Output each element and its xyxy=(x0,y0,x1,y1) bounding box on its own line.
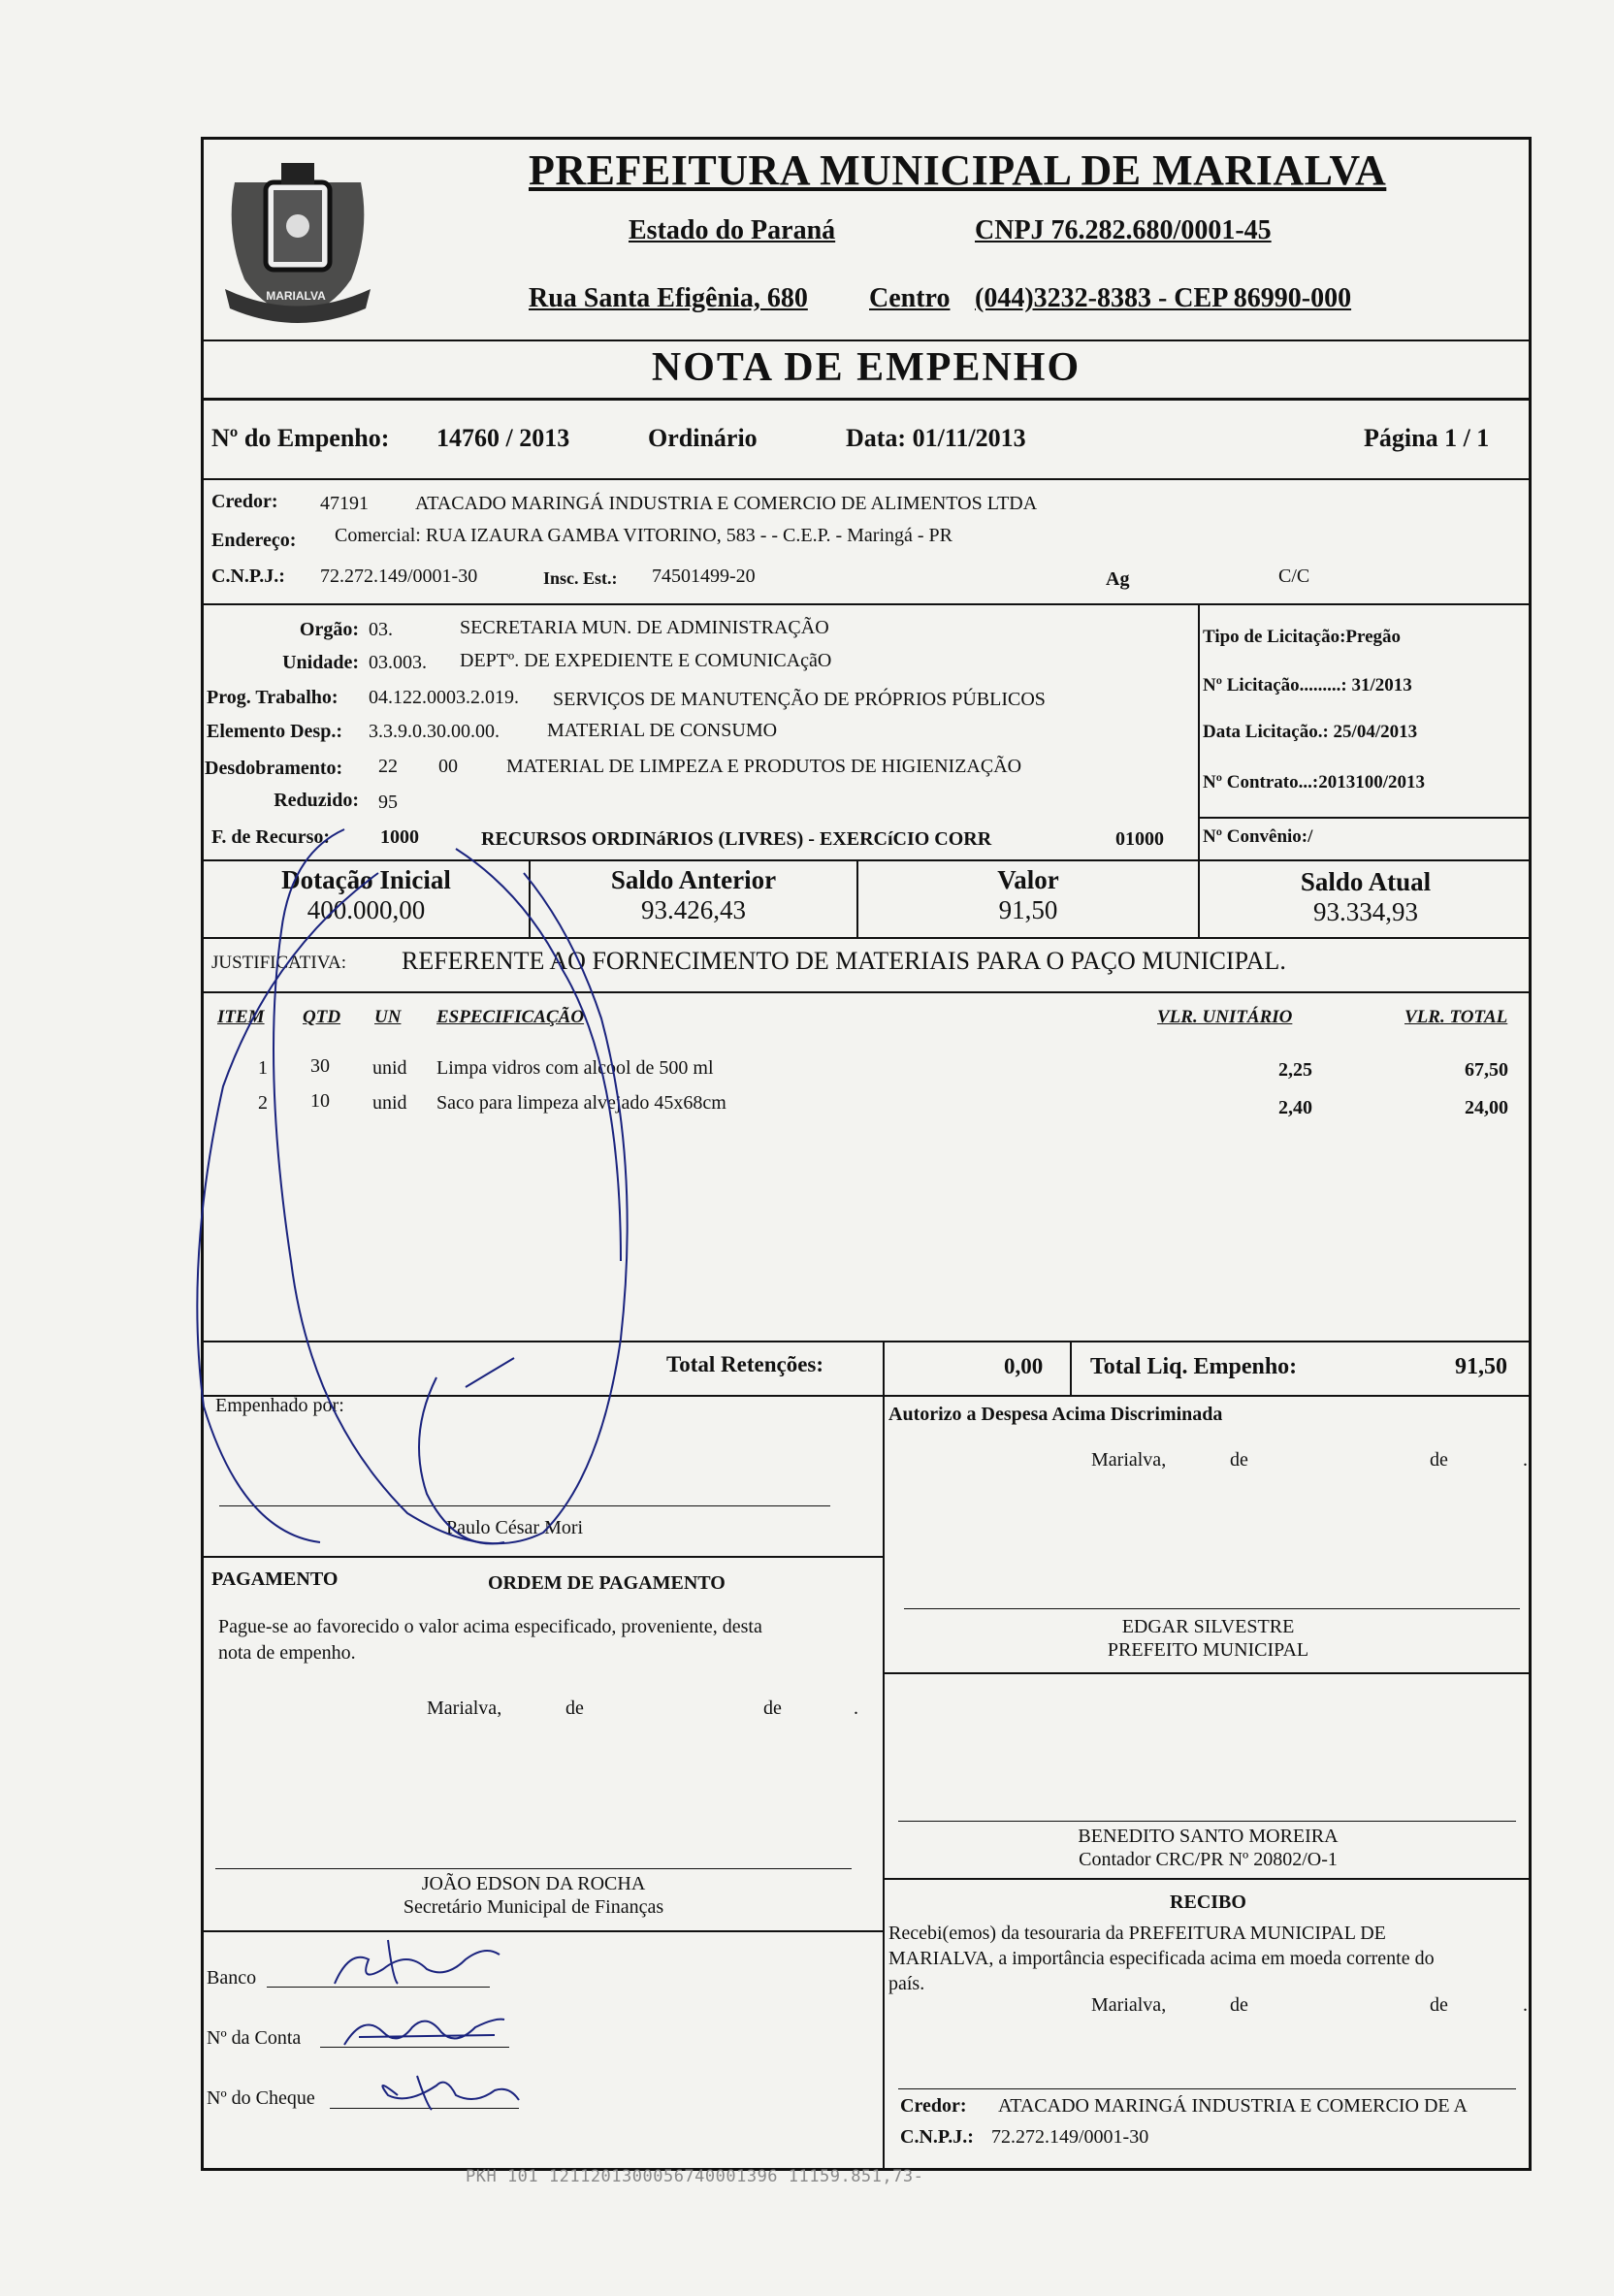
autorizo-de1: de xyxy=(1230,1449,1248,1471)
banco-label: Banco xyxy=(207,1967,257,1989)
desdobramento-b: 00 xyxy=(438,756,458,777)
seal-ribbon-text: MARIALVA xyxy=(266,289,326,303)
org-cnpj: CNPJ 76.282.680/0001-45 xyxy=(975,215,1272,245)
item-un: unid xyxy=(372,1057,407,1079)
reduzido-value: 95 xyxy=(378,792,398,813)
retencoes-value: 0,00 xyxy=(1004,1354,1044,1378)
pagamento-text-1: Pague-se ao favorecido o valor acima especificado, proveniente, desta xyxy=(218,1616,762,1637)
col-qtd: QTD xyxy=(303,1007,341,1027)
desdobramento-label: Desdobramento: xyxy=(205,758,343,779)
signature-conta xyxy=(344,2020,504,2045)
secretario-role: Secretário Municipal de Finanças xyxy=(403,1896,664,1918)
autorizo-de2: de xyxy=(1430,1449,1448,1471)
rodape-cnpj: 72.272.149/0001-30 xyxy=(991,2126,1149,2148)
item-number: 2 xyxy=(258,1092,268,1114)
elemento-name: MATERIAL DE CONSUMO xyxy=(547,720,778,741)
pagamento-text-2: nota de empenho. xyxy=(218,1642,356,1664)
liq-label: Total Liq. Empenho: xyxy=(1090,1354,1298,1379)
justificativa-label: JUSTIFICATIVA: xyxy=(211,953,347,973)
recibo-city: Marialva, xyxy=(1091,1994,1167,2016)
credor-label: Credor: xyxy=(211,491,278,512)
orgao-name: SECRETARIA MUN. DE ADMINISTRAÇÃO xyxy=(460,617,829,638)
pagamento-de1: de xyxy=(565,1698,584,1719)
item-vtotal: 67,50 xyxy=(1465,1059,1508,1081)
fonte-name: RECURSOS ORDINáRIOS (LIVRES) - EXERCíCIO CORR xyxy=(481,828,992,850)
cc-label: C/C xyxy=(1278,566,1310,587)
unidade-label: Unidade: xyxy=(282,652,359,673)
saldo-value: 93.334,93 xyxy=(1313,897,1418,926)
prefeito-name: EDGAR SILVESTRE xyxy=(1121,1616,1295,1637)
unidade-code: 03.003. xyxy=(369,652,427,673)
document-title: NOTA DE EMPENHO xyxy=(651,345,1081,390)
cnpj-label: C.N.P.J.: xyxy=(211,566,285,587)
recibo-de1: de xyxy=(1230,1994,1248,2016)
org-address: Rua Santa Efigênia, 680 xyxy=(529,283,808,313)
contador-name: BENEDITO SANTO MOREIRA xyxy=(1078,1826,1339,1847)
retencoes-label: Total Retenções: xyxy=(666,1352,824,1376)
saldo-value: 93.426,43 xyxy=(641,895,746,924)
rodape-credor-label: Credor: xyxy=(900,2095,967,2117)
recibo-de2: de xyxy=(1430,1994,1448,2016)
empenhado-signer: Paulo César Mori xyxy=(446,1517,584,1538)
recibo-dot: . xyxy=(1523,1994,1528,2016)
prog-name: SERVIÇOS DE MANUTENÇÃO DE PRÓPRIOS PÚBLICOS xyxy=(553,689,1046,710)
saldo-label: Saldo Anterior xyxy=(610,865,777,894)
saldo-label: Valor xyxy=(997,865,1059,894)
desdobramento-a: 22 xyxy=(378,756,398,777)
item-vtotal: 24,00 xyxy=(1465,1097,1508,1118)
empenho-label: Nº do Empenho: xyxy=(211,424,390,452)
recibo-title: RECIBO xyxy=(1170,1892,1246,1913)
address-label: Endereço: xyxy=(211,530,297,551)
col-vunit: VLR. UNITÁRIO xyxy=(1157,1007,1293,1027)
pagamento-dot: . xyxy=(854,1698,858,1719)
item-qtd: 30 xyxy=(310,1055,330,1077)
orgao-label: Orgão: xyxy=(299,619,359,640)
credor-cnpj: 72.272.149/0001-30 xyxy=(320,566,478,587)
item-espec: Limpa vidros com alcool de 500 ml xyxy=(436,1057,714,1079)
org-state: Estado do Paraná xyxy=(629,215,836,245)
licitacao-data: Data Licitação.: 25/04/2013 xyxy=(1203,722,1418,742)
credor-name: ATACADO MARINGÁ INDUSTRIA E COMERCIO DE ALIMENTOS LTDA xyxy=(415,493,1038,514)
col-un: UN xyxy=(374,1007,402,1027)
micr-line: PKH 101 1211201300056740001396 11159.851,73- xyxy=(466,2167,924,2186)
org-title: PREFEITURA MUNICIPAL DE MARIALVA xyxy=(529,146,1387,194)
unidade-name: DEPTº. DE EXPEDIENTE E COMUNICAçãO xyxy=(460,650,832,671)
autorizo-label: Autorizo a Despesa Acima Discriminada xyxy=(888,1404,1223,1425)
secretario-name: JOÃO EDSON DA ROCHA xyxy=(421,1873,646,1894)
signature-cheque xyxy=(382,2076,519,2110)
credor-address: Comercial: RUA IZAURA GAMBA VITORINO, 583 - - C.E.P. - Maringá - PR xyxy=(335,525,953,546)
pagamento-label: PAGAMENTO xyxy=(211,1568,339,1590)
recibo-text-1: Recebi(emos) da tesouraria da PREFEITURA MUNICIPAL DE xyxy=(888,1923,1386,1944)
empenho-date: Data: 01/11/2013 xyxy=(846,424,1026,452)
prefeito-role: PREFEITO MUNICIPAL xyxy=(1107,1639,1309,1661)
elemento-code: 3.3.9.0.30.00.00. xyxy=(369,721,500,742)
cheque-label: Nº do Cheque xyxy=(207,2087,315,2109)
pagamento-city: Marialva, xyxy=(427,1698,502,1719)
empenhado-label: Empenhado por: xyxy=(215,1395,344,1416)
signature-banco xyxy=(335,1940,500,1984)
item-number: 1 xyxy=(258,1057,268,1079)
col-vtotal: VLR. TOTAL xyxy=(1404,1007,1508,1027)
org-district: Centro xyxy=(869,283,951,313)
page-indicator: Página 1 / 1 xyxy=(1364,424,1490,452)
saldo-value: 91,50 xyxy=(998,895,1058,924)
licitacao-contrato: Nº Contrato...:2013100/2013 xyxy=(1203,772,1425,792)
autorizo-dot: . xyxy=(1523,1449,1528,1471)
desdobramento-name: MATERIAL DE LIMPEZA E PRODUTOS DE HIGIENIZAÇÃO xyxy=(506,756,1022,777)
col-item: ITEM xyxy=(217,1007,265,1027)
col-espec: ESPECIFICAÇÃO xyxy=(436,1007,585,1027)
empenho-type: Ordinário xyxy=(648,424,758,452)
reduzido-label: Reduzido: xyxy=(274,790,359,811)
orgao-code: 03. xyxy=(369,619,393,640)
licitacao-tipo: Tipo de Licitação:Pregão xyxy=(1203,627,1402,647)
ag-label: Ag xyxy=(1106,568,1130,590)
licitacao-convenio: Nº Convênio:/ xyxy=(1203,826,1313,847)
pen-oval-mark xyxy=(197,829,627,1543)
fonte-label: F. de Recurso: xyxy=(211,826,331,848)
empenho-number: 14760 / 2013 xyxy=(436,424,570,452)
elemento-label: Elemento Desp.: xyxy=(207,721,342,742)
recibo-text-3: país. xyxy=(888,1973,925,1994)
item-vunit: 2,25 xyxy=(1278,1059,1312,1081)
item-vunit: 2,40 xyxy=(1278,1097,1312,1118)
fonte-num: 01000 xyxy=(1115,828,1164,850)
rodape-cnpj-label: C.N.P.J.: xyxy=(900,2126,974,2148)
item-un: unid xyxy=(372,1092,407,1114)
prog-code: 04.122.0003.2.019. xyxy=(369,687,519,708)
item-espec: Saco para limpeza alvejado 45x68cm xyxy=(436,1092,726,1114)
saldo-value: 400.000,00 xyxy=(307,895,426,924)
licitacao-numero: Nº Licitação.........: 31/2013 xyxy=(1203,675,1412,695)
justificativa-text: REFERENTE AO FORNECIMENTO DE MATERIAIS PARA O PAÇO MUNICIPAL. xyxy=(402,947,1286,975)
fonte-code: 1000 xyxy=(380,826,419,848)
item-qtd: 10 xyxy=(310,1090,330,1112)
recibo-text-2: MARIALVA, a importância especificada acima em moeda corrente do xyxy=(888,1948,1435,1969)
autorizo-city: Marialva, xyxy=(1091,1449,1167,1471)
conta-label: Nº da Conta xyxy=(207,2027,302,2049)
ordem-pagamento-label: ORDEM DE PAGAMENTO xyxy=(488,1572,726,1594)
prog-label: Prog. Trabalho: xyxy=(207,687,339,708)
pagamento-de2: de xyxy=(763,1698,782,1719)
credor-insc: 74501499-20 xyxy=(652,566,756,587)
rodape-credor-name: ATACADO MARINGÁ INDUSTRIA E COMERCIO DE A xyxy=(998,2095,1468,2117)
liq-value: 91,50 xyxy=(1455,1354,1507,1379)
contador-role: Contador CRC/PR Nº 20802/O-1 xyxy=(1079,1849,1338,1870)
credor-code: 47191 xyxy=(320,493,369,514)
org-phone-cep: (044)3232-8383 - CEP 86990-000 xyxy=(975,283,1352,313)
saldo-label: Saldo Atual xyxy=(1300,867,1432,896)
insc-label: Insc. Est.: xyxy=(543,568,618,588)
saldo-label: Dotação Inicial xyxy=(281,865,451,894)
